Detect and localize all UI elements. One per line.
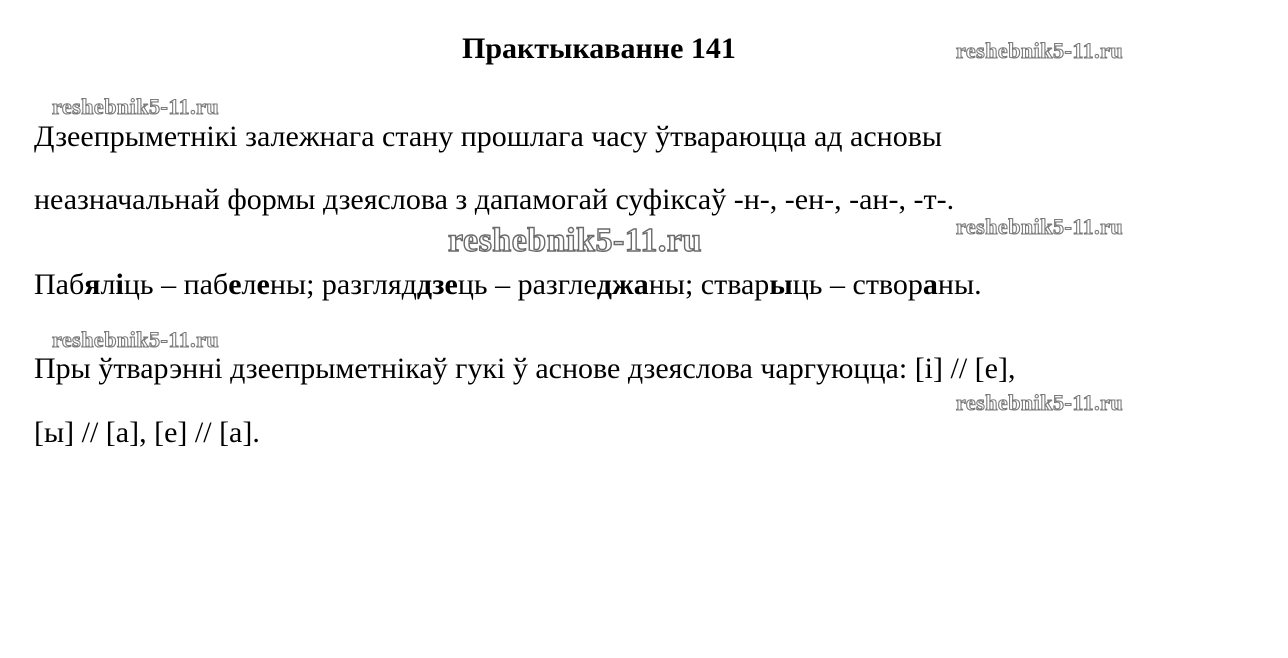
paragraph-1-line-1: Дзеепрыметнікі залежнага стану прошлага часу ўтвараюцца ад асновы xyxy=(34,120,943,153)
watermark: reshebnik5-11.ru xyxy=(956,390,1124,415)
example-3: стварыць – створаны. xyxy=(700,268,982,301)
paragraph-1-line-2: неазначальнай формы дзеяслова з дапамогай суфіксаў -н-, -ен-, -ан-, -т-. xyxy=(34,183,955,216)
watermark: reshebnik5-11.ru xyxy=(52,327,220,352)
page-title: Практыкаванне 141 xyxy=(462,32,736,65)
watermark: reshebnik5-11.ru xyxy=(956,38,1124,63)
paragraph-3-line-1: Пры ўтварэнні дзеепрыметнікаў гукі ў аснове дзеяслова чаргуюцца: [і] // [е], xyxy=(34,352,1016,385)
example-1: Пабяліць – пабелены; xyxy=(34,268,322,301)
examples-line xyxy=(34,268,982,302)
watermark: reshebnik5-11.ru xyxy=(52,94,220,119)
paragraph-3-line-2: [ы] // [а], [е] // [а]. xyxy=(34,416,260,449)
example-2: разгляддзець – разгледжаны; xyxy=(321,268,701,301)
watermark-large: reshebnik5-11.ru xyxy=(448,222,702,259)
watermark: reshebnik5-11.ru xyxy=(956,214,1124,239)
